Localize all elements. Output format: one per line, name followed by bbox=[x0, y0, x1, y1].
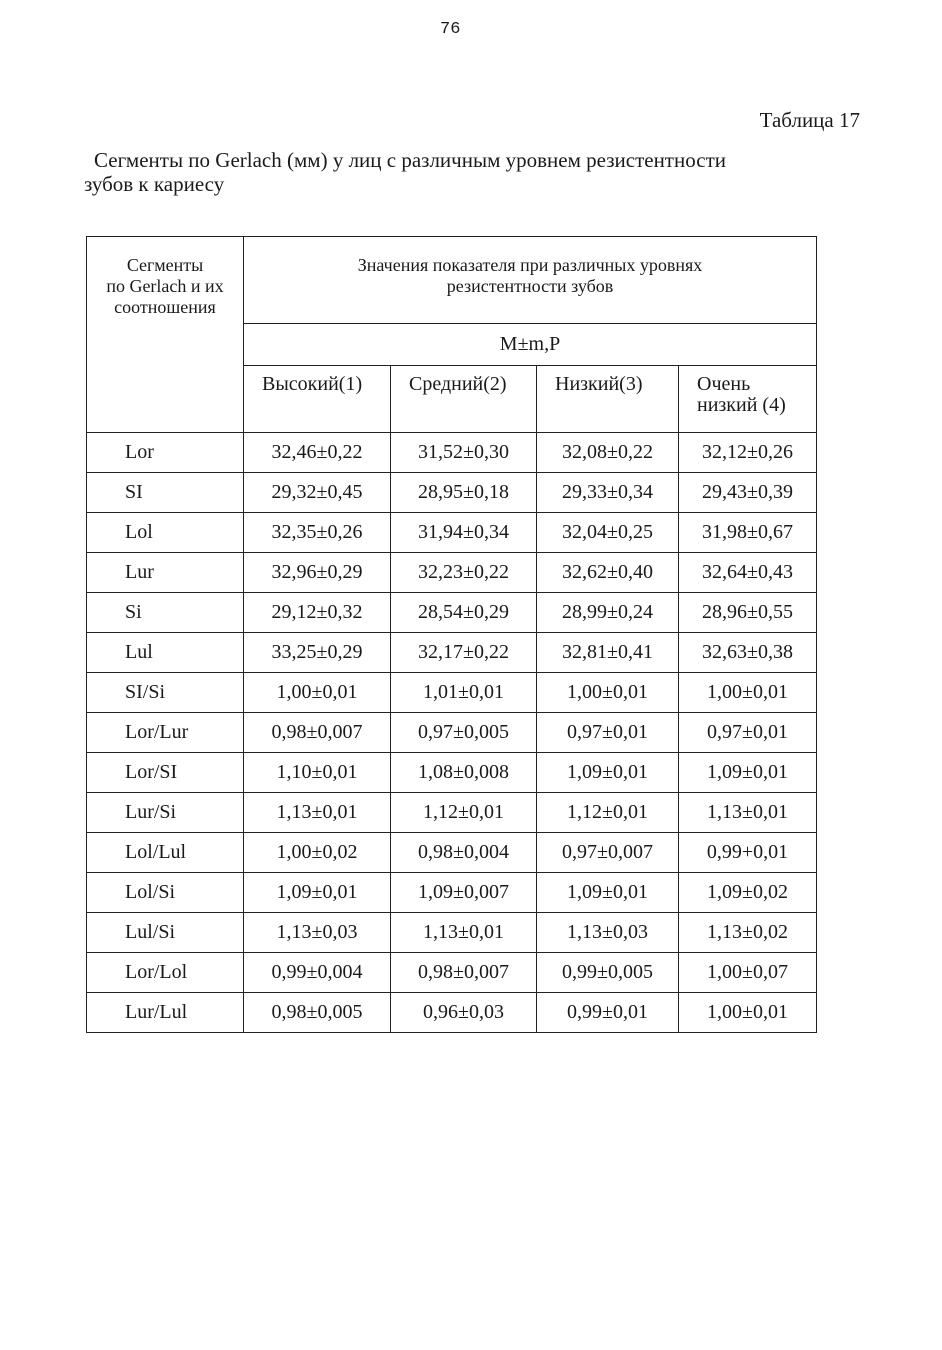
table-row bbox=[87, 833, 817, 873]
value-cell: 32,81±0,41 bbox=[537, 633, 679, 673]
value-cell: 0,99+0,01 bbox=[679, 833, 817, 873]
value-cell: 32,96±0,29 bbox=[244, 553, 391, 593]
value-cell: 28,95±0,18 bbox=[391, 473, 537, 513]
segment-cell: Lor/Lol bbox=[87, 953, 244, 993]
segment-cell: Lur/Si bbox=[87, 793, 244, 833]
value-cell: 1,13±0,01 bbox=[391, 913, 537, 953]
value-cell: 0,97±0,01 bbox=[537, 713, 679, 753]
value-cell: 28,99±0,24 bbox=[537, 593, 679, 633]
value-cell: 1,13±0,03 bbox=[244, 913, 391, 953]
value-cell: 32,12±0,26 bbox=[679, 433, 817, 473]
value-cell: 0,98±0,007 bbox=[391, 953, 537, 993]
table-row bbox=[87, 793, 817, 833]
caption-line-1: Сегменты по Gerlach (мм) у лиц с различным уровнем резистентности bbox=[94, 148, 726, 172]
data-table bbox=[86, 236, 817, 1033]
value-cell: 1,09±0,02 bbox=[679, 873, 817, 913]
segment-cell: SI/Si bbox=[87, 673, 244, 713]
value-cell: 28,96±0,55 bbox=[679, 593, 817, 633]
value-cell: 1,13±0,03 bbox=[537, 913, 679, 953]
value-cell: 33,25±0,29 bbox=[244, 633, 391, 673]
table-row bbox=[87, 753, 817, 793]
value-cell: 1,09±0,01 bbox=[537, 873, 679, 913]
segment-cell: SI bbox=[87, 473, 244, 513]
value-cell: 1,00±0,01 bbox=[537, 673, 679, 713]
segment-cell: Lul bbox=[87, 633, 244, 673]
table-row bbox=[87, 593, 817, 633]
table-row bbox=[87, 873, 817, 913]
caption-line-2: зубов к кариесу bbox=[84, 172, 225, 196]
value-cell: 1,09±0,01 bbox=[244, 873, 391, 913]
segment-cell: Si bbox=[87, 593, 244, 633]
value-cell: 32,63±0,38 bbox=[679, 633, 817, 673]
value-cell: 32,46±0,22 bbox=[244, 433, 391, 473]
value-cell: 1,09±0,01 bbox=[679, 753, 817, 793]
value-cell: 0,97±0,01 bbox=[679, 713, 817, 753]
value-cell: 29,33±0,34 bbox=[537, 473, 679, 513]
value-cell: 1,12±0,01 bbox=[391, 793, 537, 833]
value-cell: 0,97±0,005 bbox=[391, 713, 537, 753]
table-row bbox=[87, 953, 817, 993]
value-cell: 1,13±0,01 bbox=[679, 793, 817, 833]
value-cell: 1,10±0,01 bbox=[244, 753, 391, 793]
segment-cell: Lul/Si bbox=[87, 913, 244, 953]
value-cell: 32,35±0,26 bbox=[244, 513, 391, 553]
table-row bbox=[87, 633, 817, 673]
table-row bbox=[87, 713, 817, 753]
value-cell: 31,98±0,67 bbox=[679, 513, 817, 553]
value-cell: 0,99±0,004 bbox=[244, 953, 391, 993]
segment-cell: Lur/Lul bbox=[87, 993, 244, 1033]
header-level-very-low: Очень низкий (4) bbox=[679, 366, 817, 433]
value-cell: 32,08±0,22 bbox=[537, 433, 679, 473]
segment-cell: Lol bbox=[87, 513, 244, 553]
segment-cell: Lur bbox=[87, 553, 244, 593]
value-cell: 1,01±0,01 bbox=[391, 673, 537, 713]
header-mmp: M±m,P bbox=[244, 324, 817, 366]
value-cell: 32,62±0,40 bbox=[537, 553, 679, 593]
table-caption bbox=[84, 148, 814, 196]
value-cell: 0,99±0,01 bbox=[537, 993, 679, 1033]
header-segments: Сегменты по Gerlach и их соотношения bbox=[87, 237, 244, 433]
value-cell: 32,23±0,22 bbox=[391, 553, 537, 593]
value-cell: 1,12±0,01 bbox=[537, 793, 679, 833]
value-cell: 1,09±0,007 bbox=[391, 873, 537, 913]
value-cell: 31,94±0,34 bbox=[391, 513, 537, 553]
segment-cell: Lor bbox=[87, 433, 244, 473]
value-cell: 1,13±0,02 bbox=[679, 913, 817, 953]
value-cell: 1,00±0,01 bbox=[244, 673, 391, 713]
header-level-low: Низкий(3) bbox=[537, 366, 679, 433]
value-cell: 1,00±0,01 bbox=[679, 993, 817, 1033]
table-body bbox=[87, 433, 817, 1033]
value-cell: 1,08±0,008 bbox=[391, 753, 537, 793]
value-cell: 31,52±0,30 bbox=[391, 433, 537, 473]
value-cell: 1,00±0,01 bbox=[679, 673, 817, 713]
value-cell: 29,43±0,39 bbox=[679, 473, 817, 513]
page-number: 76 bbox=[440, 20, 461, 39]
table-label: Таблица 17 bbox=[759, 108, 860, 132]
table-row bbox=[87, 913, 817, 953]
value-cell: 0,99±0,005 bbox=[537, 953, 679, 993]
segment-cell: Lol/Lul bbox=[87, 833, 244, 873]
value-cell: 0,98±0,005 bbox=[244, 993, 391, 1033]
table-row bbox=[87, 673, 817, 713]
value-cell: 1,13±0,01 bbox=[244, 793, 391, 833]
segment-cell: Lol/Si bbox=[87, 873, 244, 913]
value-cell: 0,98±0,004 bbox=[391, 833, 537, 873]
segment-cell: Lor/Lur bbox=[87, 713, 244, 753]
value-cell: 0,96±0,03 bbox=[391, 993, 537, 1033]
table-row bbox=[87, 473, 817, 513]
value-cell: 1,00±0,02 bbox=[244, 833, 391, 873]
value-cell: 32,17±0,22 bbox=[391, 633, 537, 673]
header-level-high: Высокий(1) bbox=[244, 366, 391, 433]
value-cell: 32,04±0,25 bbox=[537, 513, 679, 553]
segment-cell: Lor/SI bbox=[87, 753, 244, 793]
table-row bbox=[87, 513, 817, 553]
value-cell: 0,98±0,007 bbox=[244, 713, 391, 753]
value-cell: 28,54±0,29 bbox=[391, 593, 537, 633]
value-cell: 0,97±0,007 bbox=[537, 833, 679, 873]
header-values-title: Значения показателя при различных уровнях резистентности зубов bbox=[244, 237, 817, 324]
value-cell: 1,00±0,07 bbox=[679, 953, 817, 993]
value-cell: 1,09±0,01 bbox=[537, 753, 679, 793]
header-level-medium: Средний(2) bbox=[391, 366, 537, 433]
value-cell: 32,64±0,43 bbox=[679, 553, 817, 593]
value-cell: 29,32±0,45 bbox=[244, 473, 391, 513]
value-cell: 29,12±0,32 bbox=[244, 593, 391, 633]
table-row bbox=[87, 993, 817, 1033]
table-row bbox=[87, 553, 817, 593]
table-row bbox=[87, 433, 817, 473]
